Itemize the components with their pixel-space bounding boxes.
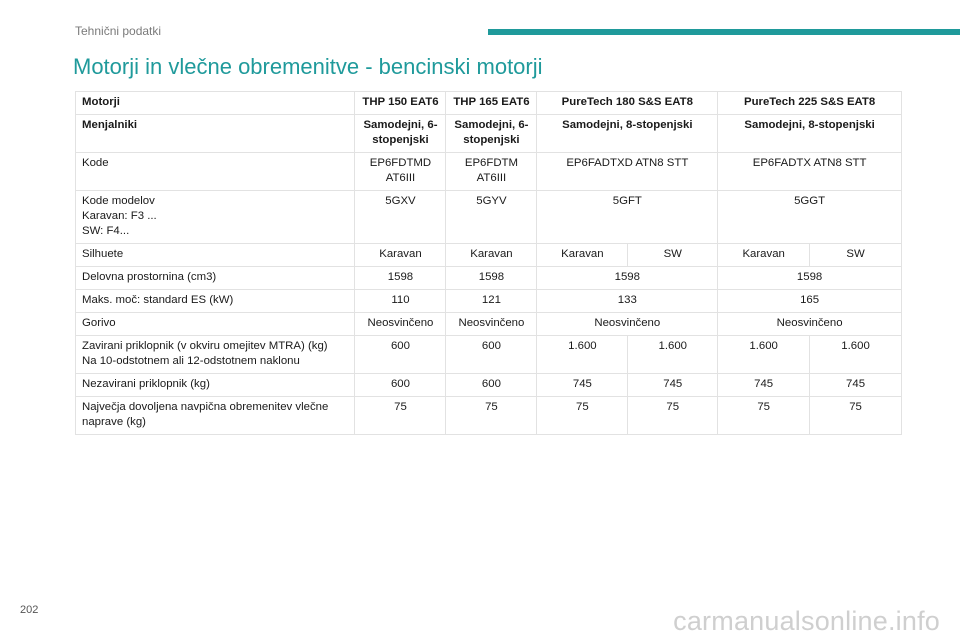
row-label: Gorivo [76, 313, 355, 336]
table-cell: 75 [355, 397, 446, 435]
table-cell: 165 [718, 290, 902, 313]
table-cell: EP6FDTM AT6III [446, 153, 537, 191]
engine-spec-table [75, 91, 902, 435]
table-cell: 75 [537, 397, 628, 435]
page-number: 202 [20, 604, 39, 616]
watermark-text: carmanualsonline.info [673, 606, 940, 636]
table-row-fuel [76, 313, 902, 336]
table-cell: 600 [446, 336, 537, 374]
table-cell: SW [810, 244, 902, 267]
table-cell: Neosvinčeno [718, 313, 902, 336]
table-cell: 5GYV [446, 191, 537, 244]
row-label [76, 336, 355, 374]
table-cell: 745 [718, 374, 810, 397]
table-cell: Neosvinčeno [446, 313, 537, 336]
table-cell: 1.600 [810, 336, 902, 374]
table-cell: PureTech 180 S&S EAT8 [537, 92, 718, 115]
table-cell: 1598 [355, 267, 446, 290]
row-label: Motorji [76, 92, 355, 115]
table-row-body-styles [76, 244, 902, 267]
table-cell: 121 [446, 290, 537, 313]
table-cell: 1598 [718, 267, 902, 290]
table-cell: Karavan [537, 244, 628, 267]
table-cell: 745 [537, 374, 628, 397]
table-cell: 745 [810, 374, 902, 397]
table-cell: THP 150 EAT6 [355, 92, 446, 115]
row-label-line: Karavan: F3 ... [82, 210, 157, 222]
table-row-max-nose-weight [76, 397, 902, 435]
table-row-codes [76, 153, 902, 191]
table-cell: 5GGT [718, 191, 902, 244]
table-cell: Karavan [718, 244, 810, 267]
table-cell: Samodejni, 6-stopenjski [446, 115, 537, 153]
table-cell: 5GXV [355, 191, 446, 244]
table-cell: 1598 [446, 267, 537, 290]
table-cell: 1.600 [718, 336, 810, 374]
table-cell: 133 [537, 290, 718, 313]
row-label [76, 191, 355, 244]
table-row-engines [76, 92, 902, 115]
table-row-braked-trailer [76, 336, 902, 374]
table-cell: SW [628, 244, 718, 267]
table-row-gearboxes [76, 115, 902, 153]
table-cell: 745 [628, 374, 718, 397]
table-cell: THP 165 EAT6 [446, 92, 537, 115]
table-cell: EP6FADTXD ATN8 STT [537, 153, 718, 191]
table-cell: Karavan [355, 244, 446, 267]
table-cell: Samodejni, 8-stopenjski [718, 115, 902, 153]
table-row-model-codes [76, 191, 902, 244]
row-label: Kode [76, 153, 355, 191]
row-label: Silhuete [76, 244, 355, 267]
table-cell: 1.600 [537, 336, 628, 374]
table-row-unbraked-trailer [76, 374, 902, 397]
table-row-max-power [76, 290, 902, 313]
table-row-displacement [76, 267, 902, 290]
row-label-line: Na 10-odstotnem ali 12-odstotnem naklonu [82, 355, 300, 367]
table-cell: 5GFT [537, 191, 718, 244]
table-cell: 110 [355, 290, 446, 313]
table-cell: Samodejni, 6-stopenjski [355, 115, 446, 153]
table-cell: 1598 [537, 267, 718, 290]
table-cell: 600 [355, 374, 446, 397]
table-cell: 75 [718, 397, 810, 435]
table-cell: PureTech 225 S&S EAT8 [718, 92, 902, 115]
table-cell: 75 [446, 397, 537, 435]
row-label-line: SW: F4... [82, 225, 130, 237]
row-label: Nezavirani priklopnik (kg) [76, 374, 355, 397]
table-cell: 75 [810, 397, 902, 435]
row-label: Največja dovoljena navpična obremenitev vlečne naprave (kg) [76, 397, 355, 435]
table-cell: EP6FDTMD AT6III [355, 153, 446, 191]
row-label-line: Kode modelov [82, 195, 155, 207]
page-title: Motorji in vlečne obremenitve - bencinski motorji [73, 54, 543, 79]
row-label-line: Zavirani priklopnik (v okviru omejitev MTRA) (kg) [82, 340, 328, 352]
table-cell: Karavan [446, 244, 537, 267]
section-label: Tehnični podatki [75, 24, 162, 38]
table-cell: EP6FADTX ATN8 STT [718, 153, 902, 191]
table-cell: Samodejni, 8-stopenjski [537, 115, 718, 153]
row-label: Maks. moč: standard ES (kW) [76, 290, 355, 313]
table-cell: 600 [355, 336, 446, 374]
row-label: Delovna prostornina (cm3) [76, 267, 355, 290]
header-accent-bar [488, 29, 960, 35]
table-cell: 75 [628, 397, 718, 435]
table-cell: Neosvinčeno [355, 313, 446, 336]
table-cell: 1.600 [628, 336, 718, 374]
row-label: Menjalniki [76, 115, 355, 153]
table-cell: Neosvinčeno [537, 313, 718, 336]
table-cell: 600 [446, 374, 537, 397]
